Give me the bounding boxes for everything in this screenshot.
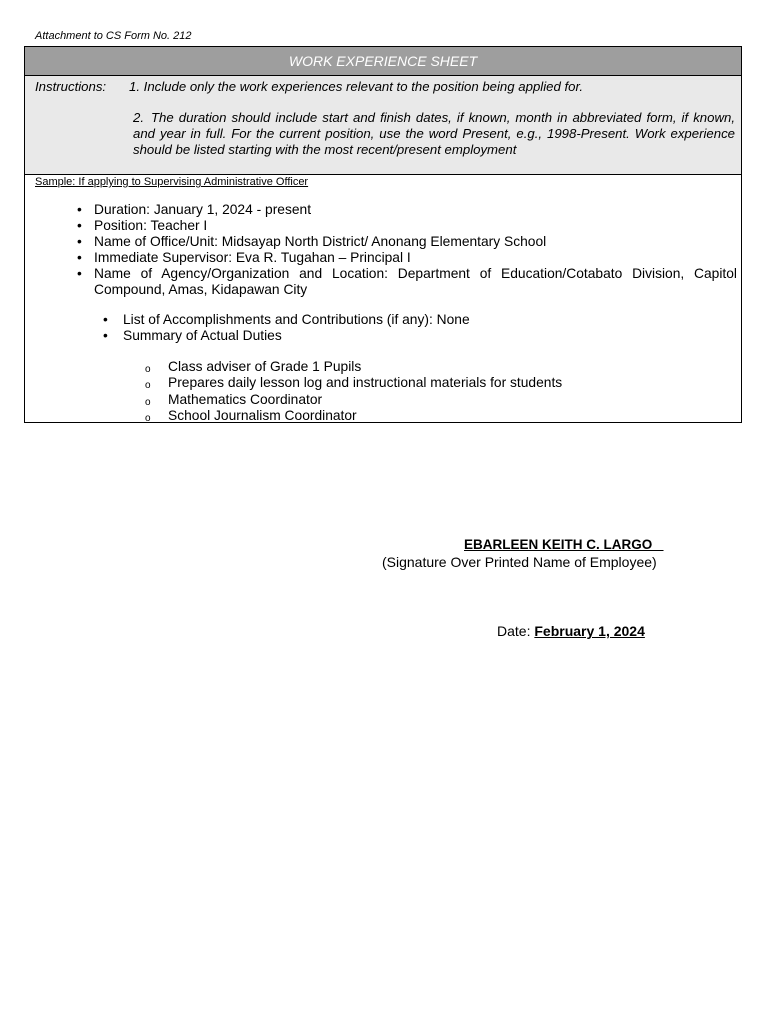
work-experience-sheet: [24, 46, 742, 423]
summary-duties: • Summary of Actual Duties: [103, 328, 470, 344]
signature-caption: (Signature Over Printed Name of Employee): [382, 554, 657, 570]
sample-label: Sample: If applying to Supervising Administrative Officer: [35, 176, 309, 188]
detail-agency: • Name of Agency/Organization and Location: Department of Education/Cotabato Division, Capitol Compound, Amas, Kidapawan City: [77, 266, 737, 298]
detail-office: • Name of Office/Unit: Midsayap North District/ Anonang Elementary School: [77, 234, 737, 250]
date-value: February 1, 2024: [534, 623, 645, 639]
date-label: Date:: [497, 623, 535, 639]
instructions-section: [25, 76, 741, 175]
duties-list: [145, 359, 562, 424]
instruction-2-text: The duration should include start and finish dates, if known, month in abbreviated form, if known, and year in full. For the current position, use the word Present, e.g., 1998-Present. Work experience should be listed starting with the most recent/present employment: [133, 110, 735, 158]
detail-duration: • Duration: January 1, 2024 - present: [77, 202, 737, 218]
form-attachment-label: Attachment to CS Form No. 212: [35, 30, 192, 42]
instructions-label: Instructions:: [35, 79, 107, 94]
experience-details-list: [77, 202, 737, 298]
instruction-1: 1. Include only the work experiences relevant to the position being applied for.: [129, 79, 584, 94]
instruction-2-number: 2.: [133, 110, 144, 125]
duty-item: o Prepares daily lesson log and instructional materials for students: [145, 375, 562, 391]
instruction-2: [133, 110, 735, 159]
employee-name: EBARLEEN KEITH C. LARGO: [464, 537, 664, 552]
summary-list: [103, 312, 470, 344]
duty-item: o Mathematics Coordinator: [145, 392, 562, 408]
sheet-title: WORK EXPERIENCE SHEET: [25, 47, 741, 76]
detail-supervisor: • Immediate Supervisor: Eva R. Tugahan – Principal I: [77, 250, 737, 266]
duty-item: o Class adviser of Grade 1 Pupils: [145, 359, 562, 375]
date-row: [497, 623, 645, 639]
detail-position: • Position: Teacher I: [77, 218, 737, 234]
duty-item: o School Journalism Coordinator: [145, 408, 562, 424]
summary-accomplishments: • List of Accomplishments and Contributions (if any): None: [103, 312, 470, 328]
